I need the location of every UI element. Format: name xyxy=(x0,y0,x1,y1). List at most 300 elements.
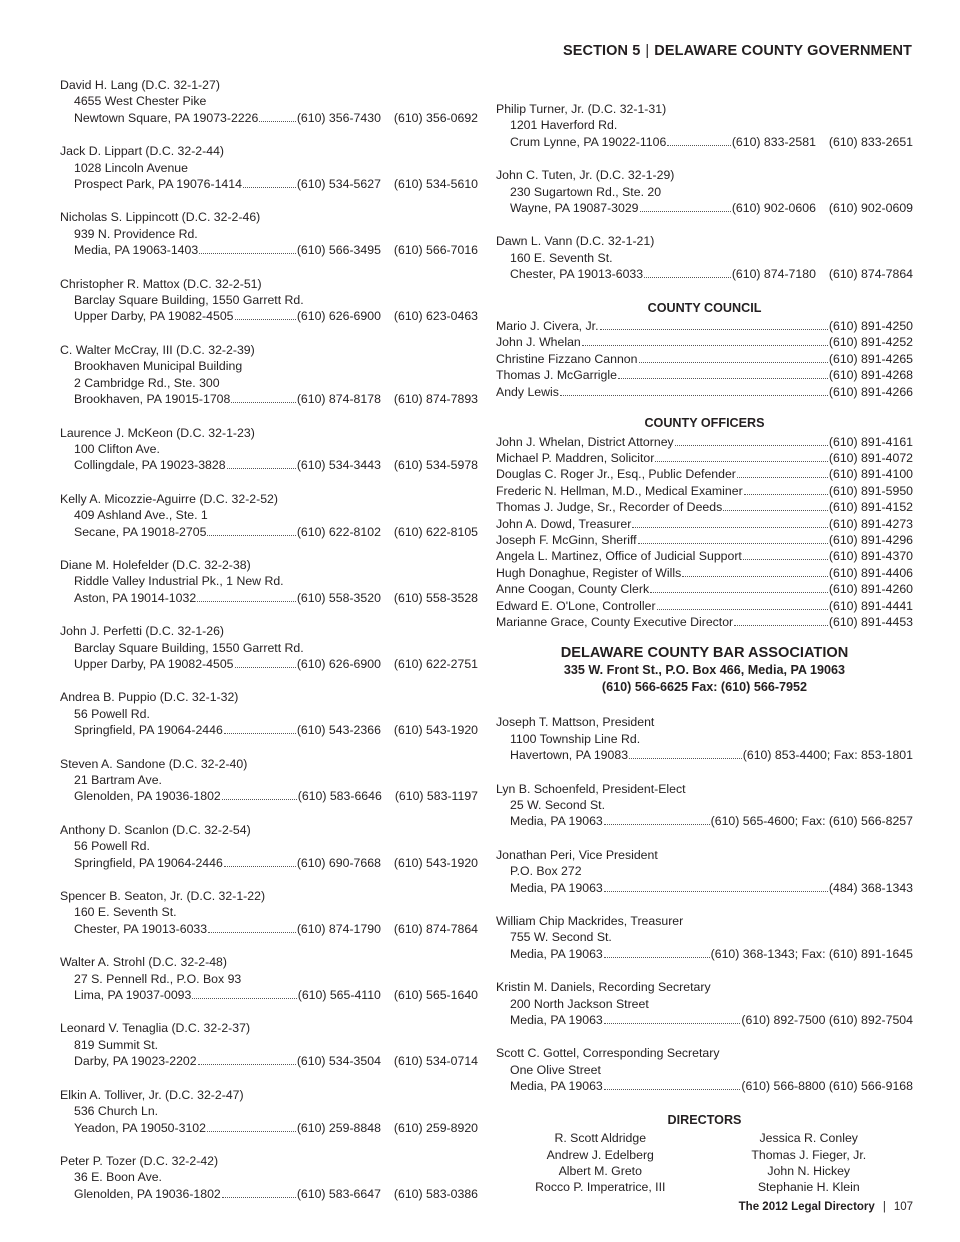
entry-name: Philip Turner, Jr. (D.C. 32-1-31) xyxy=(496,102,667,116)
entry-phone: (610) 874-7180 xyxy=(731,267,816,282)
official-row xyxy=(496,516,913,532)
official-name: Anne Coogan, County Clerk xyxy=(496,582,650,597)
entry-fax: (610) 534-5978 xyxy=(393,458,478,473)
entry-city: Media, PA 19063 xyxy=(510,1079,603,1094)
entry-fax: (610) 583-0386 xyxy=(393,1186,478,1201)
dot-leader xyxy=(655,461,828,462)
official-row xyxy=(496,318,913,334)
entry-name: Nicholas S. Lippincott (D.C. 32-2-46) xyxy=(60,210,261,225)
entry-fax: (610) 902-0609 xyxy=(828,201,913,216)
entry-address: 819 Summit St. xyxy=(74,1037,159,1052)
entry-name: Kelly A. Micozzie-Aguirre (D.C. 32-2-52) xyxy=(60,491,278,506)
entry-phone: (610) 583-6646 xyxy=(297,789,382,804)
official-phone: (610) 891-4100 xyxy=(828,467,913,482)
directory-entry xyxy=(496,233,913,282)
footer-separator: | xyxy=(882,1201,886,1213)
official-row xyxy=(496,351,913,367)
official-name: Thomas J. McGarrigle xyxy=(496,368,617,383)
entry-city: Upper Darby, PA 19082-4505 xyxy=(74,309,234,324)
official-phone: (610) 891-5950 xyxy=(828,483,913,498)
entry-phone-line xyxy=(60,524,478,540)
dot-leader xyxy=(560,395,828,396)
bar-association-officers xyxy=(496,714,913,1094)
entry-phone-line xyxy=(60,308,478,324)
entry-phone: (610) 566-3495 xyxy=(296,243,381,258)
entry-fax: (610) 534-0714 xyxy=(393,1054,478,1069)
entry-address: Barclay Square Building, 1550 Garrett Rd. xyxy=(74,640,304,655)
dot-leader xyxy=(197,601,296,602)
entry-phone: (610) 622-8102 xyxy=(296,524,381,539)
entry-phone-line xyxy=(496,1012,913,1028)
entry-city: Prospect Park, PA 19076-1414 xyxy=(74,177,242,192)
dot-leader xyxy=(682,576,828,577)
entry-phone-line xyxy=(60,1053,478,1069)
entry-phone: (610) 368-1343; Fax: (610) 891-1645 xyxy=(710,946,913,961)
entry-phone-line xyxy=(60,656,478,672)
page-footer xyxy=(739,1201,913,1213)
official-name: Joseph F. McGinn, Sheriff xyxy=(496,532,637,547)
entry-name: Kristin M. Daniels, Recording Secretary xyxy=(496,980,711,995)
entry-name: Lyn B. Schoenfeld, President-Elect xyxy=(496,781,686,796)
entry-fax: (610) 565-1640 xyxy=(393,988,478,1003)
dot-leader xyxy=(222,1197,296,1198)
entry-fax: (610) 833-2651 xyxy=(828,134,913,149)
dot-leader xyxy=(259,121,295,122)
entry-fax: (610) 534-5610 xyxy=(393,177,478,192)
dot-leader xyxy=(604,1023,741,1024)
official-row xyxy=(496,384,913,400)
entry-fax: (610) 874-7864 xyxy=(828,267,913,282)
entry-city: Secane, PA 19018-2705 xyxy=(74,524,207,539)
dot-leader xyxy=(207,1131,296,1132)
section-title: DELAWARE COUNTY GOVERNMENT xyxy=(654,43,912,59)
entry-phone-line xyxy=(60,1120,478,1136)
official-phone: (610) 891-4152 xyxy=(828,500,913,515)
entry-address: One Olive Street xyxy=(510,1062,601,1077)
entry-fax: (610) 622-8105 xyxy=(393,524,478,539)
entry-name: Jack D. Lippart (D.C. 32-2-44) xyxy=(60,144,225,159)
entry-phone-line xyxy=(60,788,478,804)
entry-phone-line xyxy=(60,722,478,738)
dot-leader xyxy=(231,402,295,403)
official-row xyxy=(496,450,913,466)
dot-leader xyxy=(618,378,828,379)
entry-phone-line xyxy=(496,200,913,216)
entry-phone-line xyxy=(60,590,478,606)
dot-leader xyxy=(639,362,828,363)
entry-address: 939 N. Providence Rd. xyxy=(74,226,198,241)
director-name: Andrew J. Edelberg xyxy=(546,1147,654,1162)
official-row xyxy=(496,581,913,597)
entry-address: 1028 Lincoln Avenue xyxy=(74,160,188,175)
director-name: Thomas J. Fieger, Jr. xyxy=(751,1147,867,1162)
dot-leader xyxy=(629,758,742,759)
official-phone: (610) 891-4250 xyxy=(828,319,913,334)
entry-address: 2 Cambridge Rd., Ste. 300 xyxy=(74,375,220,390)
entry-fax: (610) 583-1197 xyxy=(394,789,478,804)
page-header xyxy=(563,43,912,59)
official-row xyxy=(496,598,913,614)
entry-phone-line xyxy=(496,266,913,282)
dot-leader xyxy=(198,1064,296,1065)
director-name: R. Scott Aldridge xyxy=(554,1131,647,1146)
directory-entry xyxy=(60,822,478,871)
entry-city: Media, PA 19063 xyxy=(510,814,603,829)
dot-leader xyxy=(243,187,296,188)
bar-association-title: DELAWARE COUNTY BAR ASSOCIATION xyxy=(560,645,849,662)
left-column xyxy=(60,77,478,1219)
entry-name: Scott C. Gottel, Corresponding Secretary xyxy=(496,1046,720,1061)
entry-name: Laurence J. McKeon (D.C. 32-1-23) xyxy=(60,425,255,440)
entry-city: Darby, PA 19023-2202 xyxy=(74,1054,197,1069)
directory-entry xyxy=(60,1153,478,1202)
entry-address: 36 E. Boon Ave. xyxy=(74,1170,162,1185)
entry-name: Steven A. Sandone (D.C. 32-2-40) xyxy=(60,756,248,771)
official-phone: (610) 891-4441 xyxy=(828,598,913,613)
dot-leader xyxy=(604,891,828,892)
directory-entry xyxy=(60,342,478,408)
entry-city: Media, PA 19063-1403 xyxy=(74,243,199,258)
directory-entry xyxy=(496,913,913,962)
entry-name: Jonathan Peri, Vice President xyxy=(496,847,658,862)
dot-leader xyxy=(734,625,828,626)
entry-phone-line xyxy=(496,946,913,962)
entry-fax: (610) 543-1920 xyxy=(393,855,478,870)
entry-phone: (610) 259-8848 xyxy=(296,1120,381,1135)
county-officers-heading: COUNTY OFFICERS xyxy=(644,416,765,431)
directory-entry xyxy=(60,623,478,672)
entry-phone: (610) 565-4600; Fax: (610) 566-8257 xyxy=(710,814,913,829)
official-phone: (610) 891-4453 xyxy=(828,614,913,629)
entry-city: Chester, PA 19013-6033 xyxy=(74,921,208,936)
entry-address: 200 North Jackson Street xyxy=(510,996,649,1011)
dot-leader xyxy=(604,824,710,825)
entry-address: 1100 Township Line Rd. xyxy=(510,731,641,746)
entry-phone: (610) 565-4110 xyxy=(297,988,381,1003)
entry-city: Aston, PA 19014-1032 xyxy=(74,590,197,605)
directory-entry xyxy=(496,714,913,763)
official-row xyxy=(496,483,913,499)
dot-leader xyxy=(632,527,828,528)
entry-phone-line xyxy=(60,855,478,871)
dot-leader xyxy=(582,345,828,346)
entry-name: Peter P. Tozer (D.C. 32-2-42) xyxy=(60,1153,219,1168)
bar-association-phones: (610) 566-6625 Fax: (610) 566-7952 xyxy=(601,680,808,695)
entry-fax: (610) 622-2751 xyxy=(393,656,478,671)
entry-phone-line xyxy=(496,813,913,829)
entry-name: Andrea B. Puppio (D.C. 32-1-32) xyxy=(60,690,239,705)
directors-heading: DIRECTORS xyxy=(667,1112,742,1127)
official-name: Frederic N. Hellman, M.D., Medical Examiner xyxy=(496,483,743,498)
dot-leader xyxy=(224,866,296,867)
entry-phone-line xyxy=(60,391,478,407)
official-phone: (610) 891-4260 xyxy=(828,582,913,597)
entry-city: Newtown Square, PA 19073-2226 xyxy=(74,110,259,125)
entry-address: 755 W. Second St. xyxy=(510,930,612,945)
header-separator: | xyxy=(645,43,650,59)
entry-name: C. Walter McCray, III (D.C. 32-2-39) xyxy=(60,342,255,357)
county-officers-list xyxy=(496,434,913,631)
dot-leader xyxy=(650,592,828,593)
official-phone: (610) 891-4406 xyxy=(828,565,913,580)
entry-phone: (610) 892-7500 (610) 892-7504 xyxy=(741,1013,913,1028)
entry-phone-line xyxy=(496,747,913,763)
entry-name: John C. Tuten, Jr. (D.C. 32-1-29) xyxy=(496,168,675,183)
directory-entry xyxy=(496,1045,913,1094)
entry-phone: (610) 902-0606 xyxy=(731,201,816,216)
entry-city: Media, PA 19063 xyxy=(510,1013,603,1028)
entry-city: Media, PA 19063 xyxy=(510,946,603,961)
entry-phone-line xyxy=(60,921,478,937)
entry-phone: (610) 534-5627 xyxy=(296,177,381,192)
official-name: Douglas C. Roger Jr., Esq., Public Defender xyxy=(496,467,736,482)
official-name: Hugh Donaghue, Register of Wills xyxy=(496,565,682,580)
entry-city: Collingdale, PA 19023-3828 xyxy=(74,458,226,473)
entry-address: 100 Clifton Ave. xyxy=(74,441,160,456)
official-row xyxy=(496,367,913,383)
dot-leader xyxy=(222,799,297,800)
entry-address: 230 Sugartown Rd., Ste. 20 xyxy=(510,184,662,199)
entry-name: Walter A. Strohl (D.C. 32-2-48) xyxy=(60,955,227,970)
entry-name: Dawn L. Vann (D.C. 32-1-21) xyxy=(496,234,655,249)
entry-address: 409 Ashland Ave., Ste. 1 xyxy=(74,508,208,523)
entry-phone-line xyxy=(60,110,478,126)
directory-entry xyxy=(60,954,478,1003)
entry-address: Brookhaven Municipal Building xyxy=(74,359,243,374)
entry-phone-line xyxy=(60,457,478,473)
entry-city: Upper Darby, PA 19082-4505 xyxy=(74,656,234,671)
entry-phone-line xyxy=(60,242,478,258)
entry-name: Joseph T. Mattson, President xyxy=(496,715,655,730)
entry-city: Lima, PA 19037-0093 xyxy=(74,988,192,1003)
entry-address: 25 W. Second St. xyxy=(510,798,606,812)
dot-leader xyxy=(235,667,296,668)
entry-phone: (610) 534-3443 xyxy=(296,458,381,473)
entry-address: P.O. Box 272 xyxy=(510,864,582,879)
entry-name: Leonard V. Tenaglia (D.C. 32-2-37) xyxy=(60,1021,251,1036)
entry-name: Diane M. Holefelder (D.C. 32-2-38) xyxy=(60,557,251,572)
directory-entry xyxy=(60,143,478,192)
dot-leader xyxy=(207,535,295,536)
county-council-section xyxy=(496,300,913,400)
directors-section xyxy=(496,1112,913,1196)
dot-leader xyxy=(224,733,296,734)
dot-leader xyxy=(644,277,731,278)
official-row xyxy=(496,334,913,350)
official-phone: (610) 891-4265 xyxy=(828,351,913,366)
directory-title: The 2012 Legal Directory xyxy=(738,1201,875,1213)
directory-entry xyxy=(60,77,478,126)
entry-city: Glenolden, PA 19036-1802 xyxy=(74,1186,221,1201)
dot-leader xyxy=(737,477,828,478)
entry-phone: (610) 874-8178 xyxy=(296,392,381,407)
entry-name: John J. Perfetti (D.C. 32-1-26) xyxy=(60,624,225,639)
county-council-list xyxy=(496,318,913,400)
directory-entry xyxy=(60,888,478,937)
director-name: John N. Hickey xyxy=(767,1163,851,1178)
official-name: Mario J. Civera, Jr. xyxy=(496,319,599,334)
entry-fax: (610) 623-0463 xyxy=(393,309,478,324)
dot-leader xyxy=(604,1089,741,1090)
entry-address: 27 S. Pennell Rd., P.O. Box 93 xyxy=(74,971,242,986)
directory-entry xyxy=(496,101,913,150)
entry-name: Anthony D. Scanlon (D.C. 32-2-54) xyxy=(60,822,251,837)
entry-name: Spencer B. Seaton, Jr. (D.C. 32-1-22) xyxy=(60,889,266,904)
entry-city: Springfield, PA 19064-2446 xyxy=(74,723,223,738)
official-name: John J. Whelan, District Attorney xyxy=(496,434,674,449)
official-name: Christine Fizzano Cannon xyxy=(496,351,638,366)
official-name: Angela L. Martinez, Office of Judicial Support xyxy=(496,549,742,564)
directory-entry xyxy=(60,1087,478,1136)
dot-leader xyxy=(638,543,828,544)
dot-leader xyxy=(235,319,296,320)
entry-phone: (610) 534-3504 xyxy=(296,1054,381,1069)
entry-city: Yeadon, PA 19050-3102 xyxy=(74,1120,206,1135)
entry-fax: (610) 874-7893 xyxy=(393,392,478,407)
director-name: Jessica R. Conley xyxy=(759,1131,858,1146)
entry-phone: (610) 356-7430 xyxy=(296,110,381,125)
right-column xyxy=(496,101,913,1196)
directory-entry xyxy=(60,425,478,474)
entry-fax: (610) 566-7016 xyxy=(393,243,478,258)
official-row xyxy=(496,565,913,581)
entry-name: Christopher R. Mattox (D.C. 32-2-51) xyxy=(60,276,262,291)
section-label: SECTION 5 xyxy=(562,43,641,59)
entry-fax: (610) 259-8920 xyxy=(393,1120,478,1135)
entry-address: 56 Powell Rd. xyxy=(74,706,150,721)
dot-leader xyxy=(667,145,730,146)
official-row xyxy=(496,466,913,482)
entry-phone: (484) 368-1343 xyxy=(828,880,913,895)
entry-phone: (610) 583-6647 xyxy=(296,1186,381,1201)
director-name: Albert M. Greto xyxy=(558,1163,642,1178)
entry-phone-line xyxy=(60,176,478,192)
dot-leader xyxy=(657,609,828,610)
official-name: John J. Whelan xyxy=(496,335,581,350)
entry-name: David H. Lang (D.C. 32-1-27) xyxy=(60,78,220,92)
directors-left xyxy=(496,1130,705,1196)
directory-entry xyxy=(496,167,913,216)
directory-entry xyxy=(496,847,913,896)
dot-leader xyxy=(675,445,828,446)
entry-city: Springfield, PA 19064-2446 xyxy=(74,855,223,870)
official-row xyxy=(496,499,913,515)
entry-city: Chester, PA 19013-6033 xyxy=(510,267,644,282)
directory-entry xyxy=(60,756,478,805)
directors-columns xyxy=(496,1130,913,1196)
directory-entry xyxy=(60,557,478,606)
entry-city: Havertown, PA 19083 xyxy=(510,748,629,763)
directory-entry xyxy=(60,491,478,540)
entry-phone: (610) 566-8800 (610) 566-9168 xyxy=(741,1079,913,1094)
entry-fax: (610) 874-7864 xyxy=(393,921,478,936)
entry-phone: (610) 690-7668 xyxy=(296,855,381,870)
entry-phone: (610) 853-4400; Fax: 853-1801 xyxy=(742,748,913,763)
official-phone: (610) 891-4252 xyxy=(828,335,913,350)
dot-leader xyxy=(743,559,828,560)
official-row xyxy=(496,532,913,548)
official-row xyxy=(496,614,913,630)
entry-phone: (610) 874-1790 xyxy=(296,921,381,936)
official-phone: (610) 891-4273 xyxy=(828,516,913,531)
official-name: Michael P. Maddren, Solicitor xyxy=(496,450,655,465)
official-phone: (610) 891-4370 xyxy=(828,549,913,564)
official-name: Edward E. O'Lone, Controller xyxy=(496,598,656,613)
directory-entry xyxy=(496,979,913,1028)
entry-phone: (610) 543-2366 xyxy=(296,723,381,738)
entry-name: William Chip Mackrides, Treasurer xyxy=(496,914,684,929)
county-officers-section xyxy=(496,415,913,630)
directory-entry xyxy=(496,781,913,830)
official-row xyxy=(496,434,913,450)
county-council-heading: COUNTY COUNCIL xyxy=(647,300,762,315)
dot-leader xyxy=(723,510,828,511)
directory-entry xyxy=(60,1020,478,1069)
dot-leader xyxy=(192,998,296,999)
bar-association-address: 335 W. Front St., P.O. Box 466, Media, PA 19063 xyxy=(563,663,846,678)
dot-leader xyxy=(208,932,296,933)
bar-association-header xyxy=(496,645,913,696)
dot-leader xyxy=(199,253,296,254)
dot-leader xyxy=(600,329,828,330)
entry-address: 160 E. Seventh St. xyxy=(510,250,613,265)
entry-phone-line xyxy=(496,134,913,150)
dot-leader xyxy=(227,468,296,469)
directory-entry xyxy=(60,209,478,258)
entry-address: 160 E. Seventh St. xyxy=(74,905,177,920)
official-name: Andy Lewis xyxy=(496,384,559,399)
page-number: 107 xyxy=(893,1201,913,1213)
entry-city: Media, PA 19063 xyxy=(510,880,603,895)
entry-phone: (610) 626-6900 xyxy=(296,656,381,671)
entry-phone-line xyxy=(496,1078,913,1094)
entry-fax: (610) 558-3528 xyxy=(393,590,478,605)
entry-city: Wayne, PA 19087-3029 xyxy=(510,201,639,216)
entry-address: 536 Church Ln. xyxy=(74,1104,159,1119)
entry-phone: (610) 833-2581 xyxy=(731,134,816,149)
official-phone: (610) 891-4161 xyxy=(828,434,913,449)
official-row xyxy=(496,548,913,564)
entry-address: 21 Bartram Ave. xyxy=(74,773,162,787)
directory-entry xyxy=(60,276,478,325)
entry-address: 4655 West Chester Pike xyxy=(74,94,207,109)
entry-address: Riddle Valley Industrial Pk., 1 New Rd. xyxy=(74,574,284,589)
official-phone: (610) 891-4296 xyxy=(828,532,913,547)
entry-address: Barclay Square Building, 1550 Garrett Rd. xyxy=(74,293,304,308)
official-name: Thomas J. Judge, Sr., Recorder of Deeds xyxy=(496,500,723,515)
entry-address: 1201 Haverford Rd. xyxy=(510,118,618,133)
dot-leader xyxy=(744,494,828,495)
entry-name: Elkin A. Tolliver, Jr. (D.C. 32-2-47) xyxy=(60,1087,244,1102)
entry-city: Glenolden, PA 19036-1802 xyxy=(74,789,221,804)
directors-right xyxy=(705,1130,914,1196)
official-name: John A. Dowd, Treasurer xyxy=(496,516,632,531)
dot-leader xyxy=(640,211,731,212)
official-phone: (610) 891-4266 xyxy=(828,384,913,399)
entry-phone: (610) 558-3520 xyxy=(296,590,381,605)
official-phone: (610) 891-4268 xyxy=(828,368,913,383)
entry-city: Brookhaven, PA 19015-1708 xyxy=(74,392,231,407)
directory-entry xyxy=(60,689,478,738)
official-name: Marianne Grace, County Executive Director xyxy=(496,614,734,629)
official-phone: (610) 891-4072 xyxy=(828,450,913,465)
entry-phone-line xyxy=(60,1186,478,1202)
director-name: Stephanie H. Klein xyxy=(757,1180,860,1195)
director-name: Rocco P. Imperatrice, III xyxy=(535,1180,666,1195)
entry-city: Crum Lynne, PA 19022-1106 xyxy=(510,134,667,149)
right-entries xyxy=(496,101,913,283)
entry-fax: (610) 356-0692 xyxy=(393,110,478,125)
